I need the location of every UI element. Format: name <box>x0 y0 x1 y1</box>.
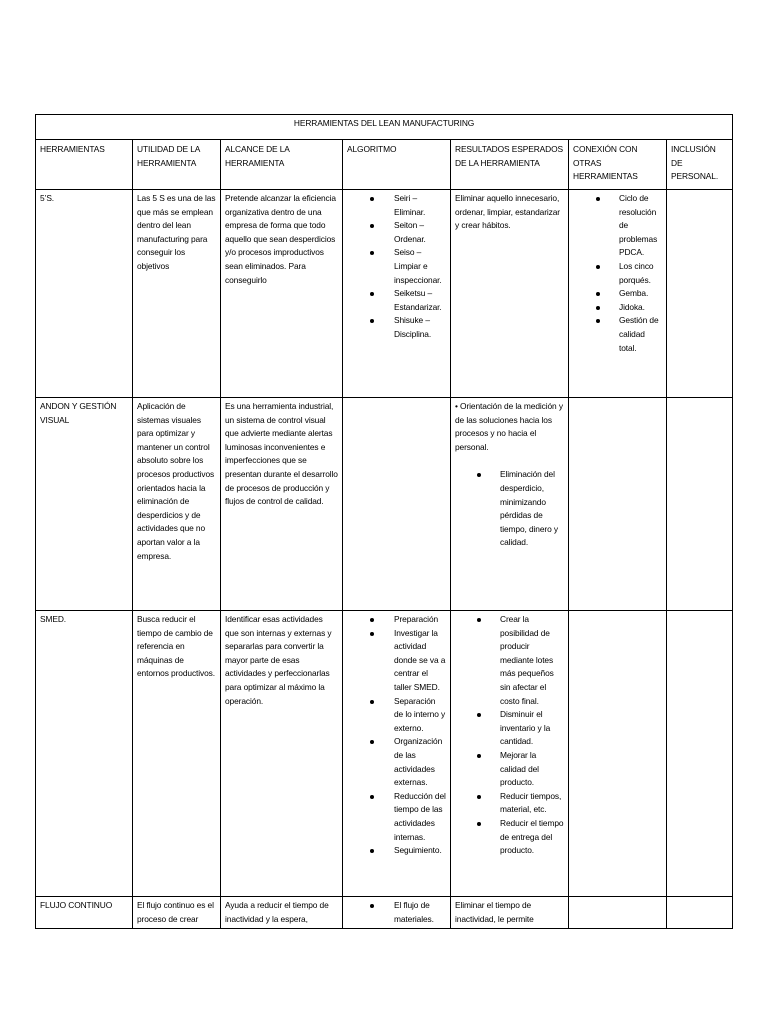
tool-name: ANDON Y GESTIÓN VISUAL <box>36 398 133 611</box>
header-algoritmo: ALGORITMO <box>343 140 451 190</box>
list-item: Preparación <box>347 613 446 627</box>
results-text: • Orientación de la medición y de las soluciones hacia los procesos y no hacia el personal. <box>455 401 563 452</box>
tool-utility: El flujo continuo es el proceso de crear <box>133 897 221 929</box>
list-item: Gestión de calidad total. <box>573 314 662 355</box>
header-alcance: ALCANCE DE LA HERRAMIENTA <box>221 140 343 190</box>
tool-algorithm <box>343 611 451 897</box>
header-utilidad: UTILIDAD DE LA HERRAMIENTA <box>133 140 221 190</box>
list-item: Reducción del tiempo de las actividades internas. <box>347 790 446 844</box>
tool-scope: Pretende alcanzar la eficiencia organizativa dentro de una empresa de forma que todo aquello que sean desperdicios y/o procesos improductivos sean eliminados. Para conseguirlo <box>221 190 343 398</box>
table-title-row <box>36 115 733 140</box>
list-item: Ciclo de resolución de problemas PDCA. <box>573 192 662 260</box>
tool-algorithm <box>343 190 451 398</box>
list-item: Jidoka. <box>573 301 662 315</box>
list-item: Reducir el tiempo de entrega del producto. <box>455 817 564 858</box>
tool-inclusion <box>667 190 733 398</box>
list-item: Seiri – Eliminar. <box>347 192 446 219</box>
table-row <box>36 398 733 611</box>
tool-utility: Busca reducir el tiempo de cambio de referencia en máquinas de entornos productivos. <box>133 611 221 897</box>
list-item: Seguimiento. <box>347 844 446 858</box>
algorithm-list <box>347 899 446 926</box>
list-item: Reducir tiempos, material, etc. <box>455 790 564 817</box>
tool-utility: Las 5 S es una de las que más se emplean dentro del lean manufacturing para conseguir los objetivos <box>133 190 221 398</box>
table-row <box>36 190 733 398</box>
table-row <box>36 897 733 929</box>
list-item: Shisuke – Disciplina. <box>347 314 446 341</box>
list-item: Los cinco porqués. <box>573 260 662 287</box>
connection-list <box>573 192 662 355</box>
list-item: Disminuir el inventario y la cantidad. <box>455 708 564 749</box>
list-item: Gemba. <box>573 287 662 301</box>
results-text: Eliminar aquello innecesario, ordenar, limpiar, estandarizar y crear hábitos. <box>455 193 560 231</box>
tool-connection <box>569 611 667 897</box>
list-item: Eliminación del desperdicio, minimizando pérdidas de tiempo, dinero y calidad. <box>455 468 564 550</box>
list-item: Crear la posibilidad de producir mediante lotes más pequeños sin afectar el costo final. <box>455 613 564 708</box>
tool-inclusion <box>667 611 733 897</box>
tool-inclusion <box>667 897 733 929</box>
list-item: Organización de las actividades externas. <box>347 735 446 789</box>
tool-results <box>451 398 569 611</box>
list-item: Seiketsu – Estandarizar. <box>347 287 446 314</box>
results-list <box>455 613 564 858</box>
results-list <box>455 468 564 550</box>
tool-utility: Aplicación de sistemas visuales para optimizar y mantener un control absoluto sobre los procesos productivos orientados hacia la eliminación de desperdicios y de actividades que no aportan valor a la empresa. <box>133 398 221 611</box>
tool-name: FLUJO CONTINUO <box>36 897 133 929</box>
list-item: Separación de lo interno y externo. <box>347 695 446 736</box>
list-item: Seiton – Ordenar. <box>347 219 446 246</box>
list-item: Investigar la actividad donde se va a centrar el taller SMED. <box>347 627 446 695</box>
tool-scope: Identificar esas actividades que son internas y externas y separarlas para convertir la mayor parte de esas actividades y perfeccionarlas para optimizar al máximo la operación. <box>221 611 343 897</box>
tool-scope: Ayuda a reducir el tiempo de inactividad y la espera, <box>221 897 343 929</box>
tool-inclusion <box>667 398 733 611</box>
table-title: HERRAMIENTAS DEL LEAN MANUFACTURING <box>36 115 733 140</box>
tool-scope: Es una herramienta industrial, un sistema de control visual que advierte mediante alertas luminosas inconvenientes e imperfecciones que se presentan durante el desarrollo de procesos de producción y flujos de control de calidad. <box>221 398 343 611</box>
algorithm-list <box>347 192 446 342</box>
tool-name: 5’S. <box>36 190 133 398</box>
lean-tools-table <box>35 114 733 929</box>
list-item: El flujo de materiales. <box>347 899 446 926</box>
tool-connection <box>569 897 667 929</box>
table-row <box>36 611 733 897</box>
tool-name: SMED. <box>36 611 133 897</box>
tool-results <box>451 611 569 897</box>
header-conexion: CONEXIÓN CON OTRAS HERRAMIENTAS <box>569 140 667 190</box>
tool-algorithm <box>343 897 451 929</box>
results-text: Eliminar el tiempo de inactividad, le permite <box>455 900 534 924</box>
header-herramientas: HERRAMIENTAS <box>36 140 133 190</box>
header-inclusion: INCLUSIÓN DE PERSONAL. <box>667 140 733 190</box>
algorithm-list <box>347 613 446 858</box>
tool-algorithm <box>343 398 451 611</box>
tool-results <box>451 190 569 398</box>
header-resultados: RESULTADOS ESPERADOS DE LA HERRAMIENTA <box>451 140 569 190</box>
list-item: Seiso – Limpiar e inspeccionar. <box>347 246 446 287</box>
tool-connection <box>569 190 667 398</box>
tool-results <box>451 897 569 929</box>
tool-connection <box>569 398 667 611</box>
table-header-row <box>36 140 733 190</box>
list-item: Mejorar la calidad del producto. <box>455 749 564 790</box>
